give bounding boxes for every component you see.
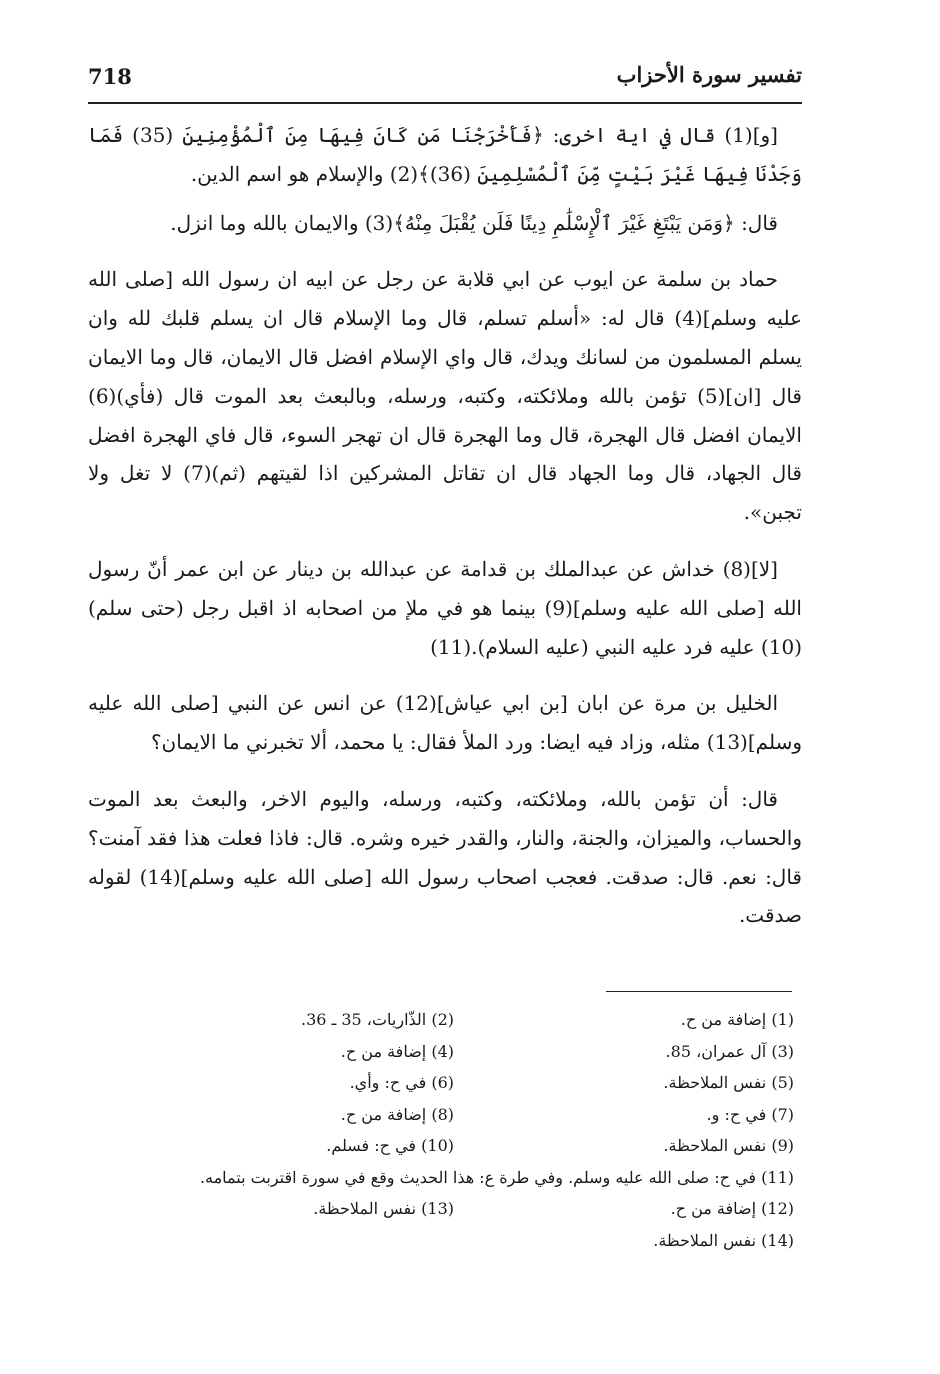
- paragraph-hadith-hammad: حماد بن سلمة عن ايوب عن ابي قلابة عن رجل عن ابيه ان رسول الله [صلى الله عليه وسلم](4) قال له: «أسلم تسلم، قال وما الإسلام قال ان يسلم قلبك لله وان يسلم المسلمون من لسانك ويدك، قال واي الإسلام افضل قال الايمان، قال وما الايمان قال [ان](5) تؤمن بالله وملائكته، وكتبه، ورسله، وبالبعث بعد الموت قال (فأي)(6) الايمان افضل قال الهجرة، قال وما الهجرة قال ان تهجر السوء، قال فاي الهجرة افضل قال الجهاد، قال وما الجهاد قال ان تقاتل المشركين اذا لقيتهم (ثم)(7) لا تغل ولا تجبن».: [88, 267, 803, 525]
- footnote-row: [110, 1004, 794, 1036]
- footnote-14: (14) نفس الملاحظة.: [653, 1230, 794, 1250]
- footnote-2: (2) الذّاريات، 35 ـ 36.: [301, 1010, 454, 1029]
- paragraph-hadith-khidash: [لا](8) خداش عن عبدالملك بن قدامة عن عبدالله بن دينار عن ابن عمر أنّ رسول الله [صلى الله عليه وسلم](9) بينما هو في ملإ من اصحابه اذ اقبل رجل (حتى سلم)(10) عليه فرد عليه النبي (عليه السلام).(11): [88, 556, 802, 659]
- running-title: تفسير سورة الأحزاب: [616, 62, 802, 87]
- footnote-3: (3) آل عمران، 85.: [665, 1041, 794, 1061]
- footnote-1: (1) إضافة من ح.: [680, 1010, 794, 1029]
- body-text: [88, 116, 802, 935]
- footnote-row: [110, 1036, 794, 1068]
- footnote-8: (8) إضافة من ح.: [340, 1104, 454, 1124]
- footnote-7: (7) في ح: و.: [706, 1104, 794, 1124]
- footnote-4: (4) إضافة من ح.: [340, 1041, 454, 1061]
- footnote-10: (10) في ح: فسلم.: [326, 1136, 454, 1155]
- footnote-row: [110, 1225, 794, 1257]
- footnote-row: [110, 1193, 794, 1225]
- footnote-row: [110, 1162, 794, 1194]
- footnote-row: [110, 1067, 794, 1099]
- paragraph-verse-1: [و](1) قال في اية اخرى: ﴿فَأَخْرَجْنَا مَن كَانَ فِيهَا مِنَ ٱلْمُؤْمِنِينَ (35) فَمَا وَجَدْنَا فِيهَا غَيْرَ بَيْتٍ مِّنَ ٱلْمُسْلِمِينَ (36)﴾(2) والإسلام هو اسم الدين.: [88, 123, 802, 186]
- paragraph-answer: قال: أن تؤمن بالله، وملائكته، وكتبه، ورسله، واليوم الاخر، والبعث بعد الموت والحساب، والميزان، والجنة، والنار، والقدر خيره وشره. قال: فاذا فعلت هذا فقد آمنت؟ قال: نعم. قال: صدقت. فعجب اصحاب رسول الله [صلى الله عليه وسلم](14) لقوله صدقت.: [88, 786, 802, 928]
- footnote-separator: [606, 991, 792, 992]
- footnotes: [110, 1004, 794, 1256]
- paragraph-hadith-khalil: الخليل بن مرة عن ابان [بن ابي عياش](12) عن انس عن النبي [صلى الله عليه وسلم](13) مثله، وزاد فيه ايضا: ورد الملأ فقال: يا محمد، ألا تخبرني ما الايمان؟: [88, 691, 802, 755]
- page-number: 718: [88, 64, 132, 89]
- footnote-5: (5) نفس الملاحظة.: [663, 1073, 794, 1092]
- footnote-11: (11) في ح: صلى الله عليه وسلم. وفي طرة ع: هذا الحديث وقع في سورة اقتربت بتمامه.: [199, 1167, 794, 1187]
- footnote-row: [110, 1099, 794, 1131]
- footnote-13: (13) نفس الملاحظة.: [313, 1199, 454, 1218]
- footnote-row: [110, 1130, 794, 1162]
- footnote-12: (12) إضافة من ح.: [670, 1199, 794, 1218]
- paragraph-verse-2: قال: ﴿وَمَن يَبْتَغِ غَيْرَ ٱلْإِسْلَٰمِ دِينًا فَلَن يُقْبَلَ مِنْهُ﴾(3) والايمان بالله وما انزل.: [170, 210, 778, 235]
- footnote-9: (9) نفس الملاحظة.: [663, 1136, 794, 1155]
- footnote-6: (6) في ح: وأي.: [349, 1073, 454, 1092]
- page-header: [88, 58, 802, 104]
